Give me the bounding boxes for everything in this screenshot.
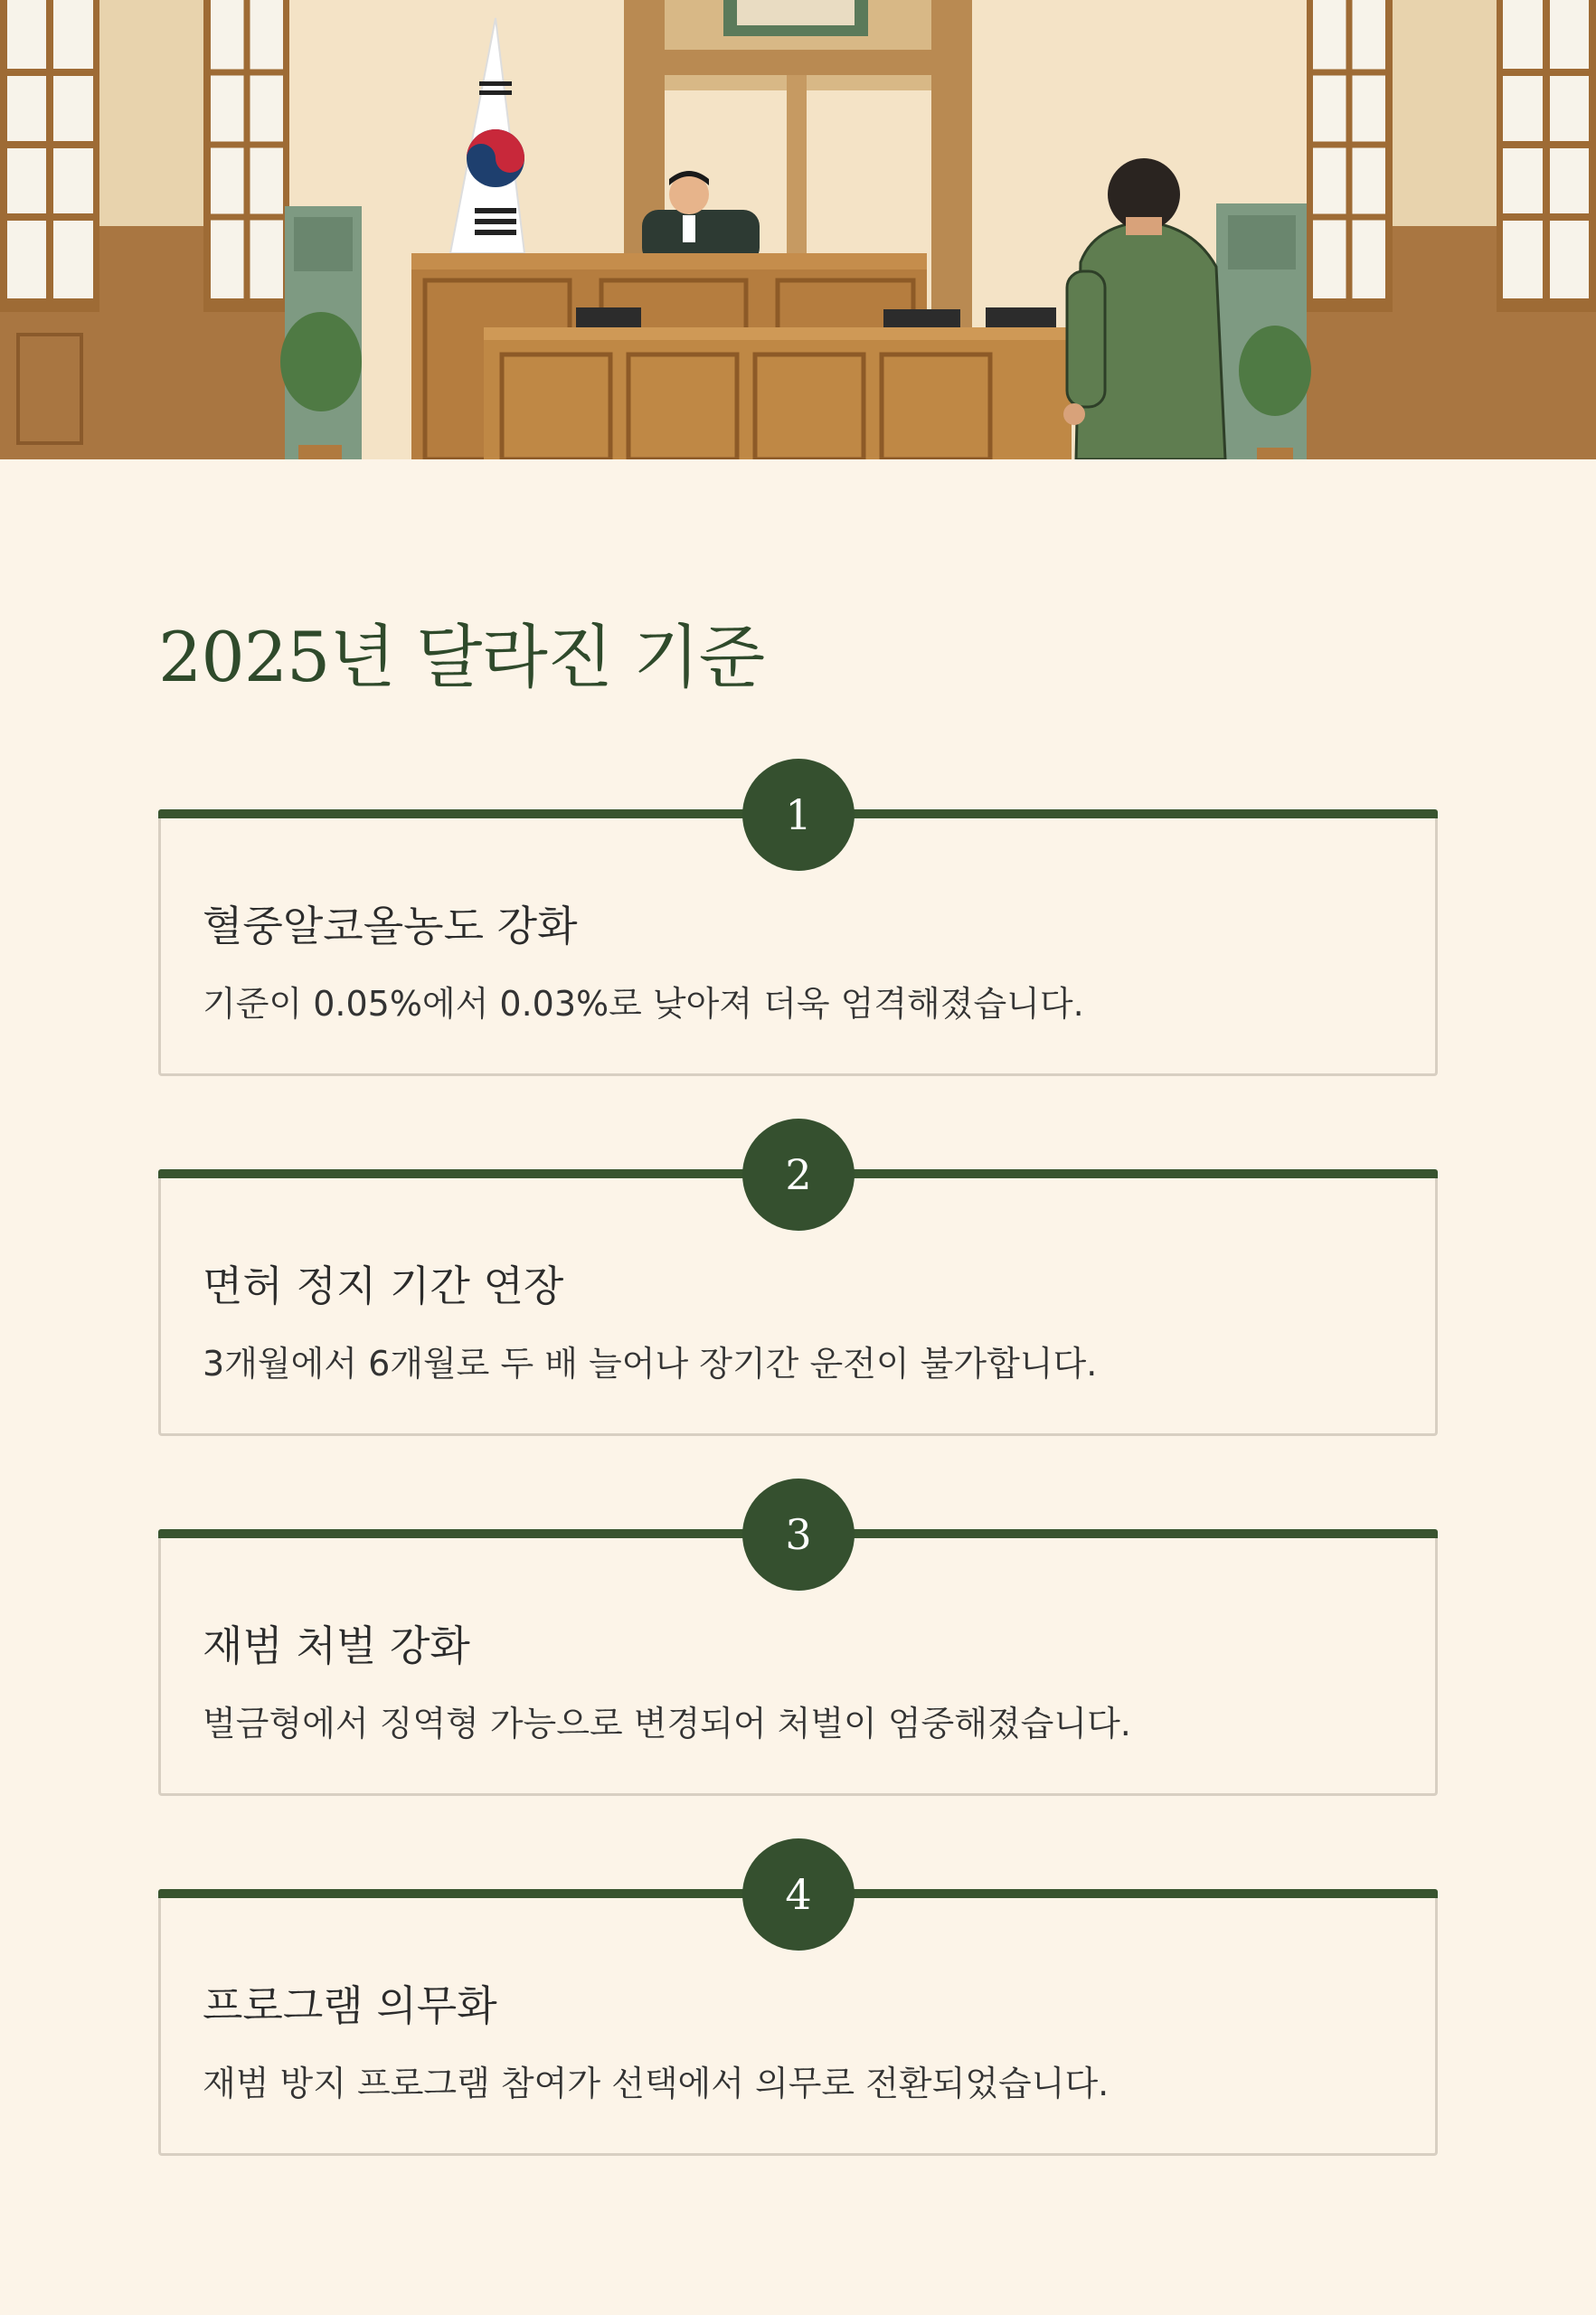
hero-courtroom-illustration <box>0 0 1596 459</box>
criteria-card-1 <box>158 790 1438 1076</box>
step-number-badge: 3 <box>742 1479 855 1591</box>
card-description: 벌금형에서 징역형 가능으로 변경되어 처벌이 엄중해졌습니다. <box>203 1704 1131 1743</box>
card-title: 혈중알코올농도 강화 <box>203 902 578 950</box>
step-number-badge: 4 <box>742 1838 855 1951</box>
card-description: 기준이 0.05%에서 0.03%로 낮아져 더욱 엄격해졌습니다. <box>203 984 1084 1024</box>
page-title: 2025년 달라진 기준 <box>158 617 765 697</box>
step-number-badge: 1 <box>742 759 855 871</box>
step-number-badge: 2 <box>742 1119 855 1231</box>
card-title: 재범 처벌 강화 <box>203 1621 470 1670</box>
criteria-card-2 <box>158 1150 1438 1436</box>
criteria-card-3 <box>158 1510 1438 1796</box>
card-description: 3개월에서 6개월로 두 배 늘어나 장기간 운전이 불가합니다. <box>203 1344 1098 1384</box>
card-title: 프로그램 의무화 <box>203 1981 497 2030</box>
criteria-card-4 <box>158 1870 1438 2156</box>
card-title: 면허 정지 기간 연장 <box>203 1261 564 1310</box>
card-description: 재범 방지 프로그램 참여가 선택에서 의무로 전환되었습니다. <box>203 2064 1110 2103</box>
